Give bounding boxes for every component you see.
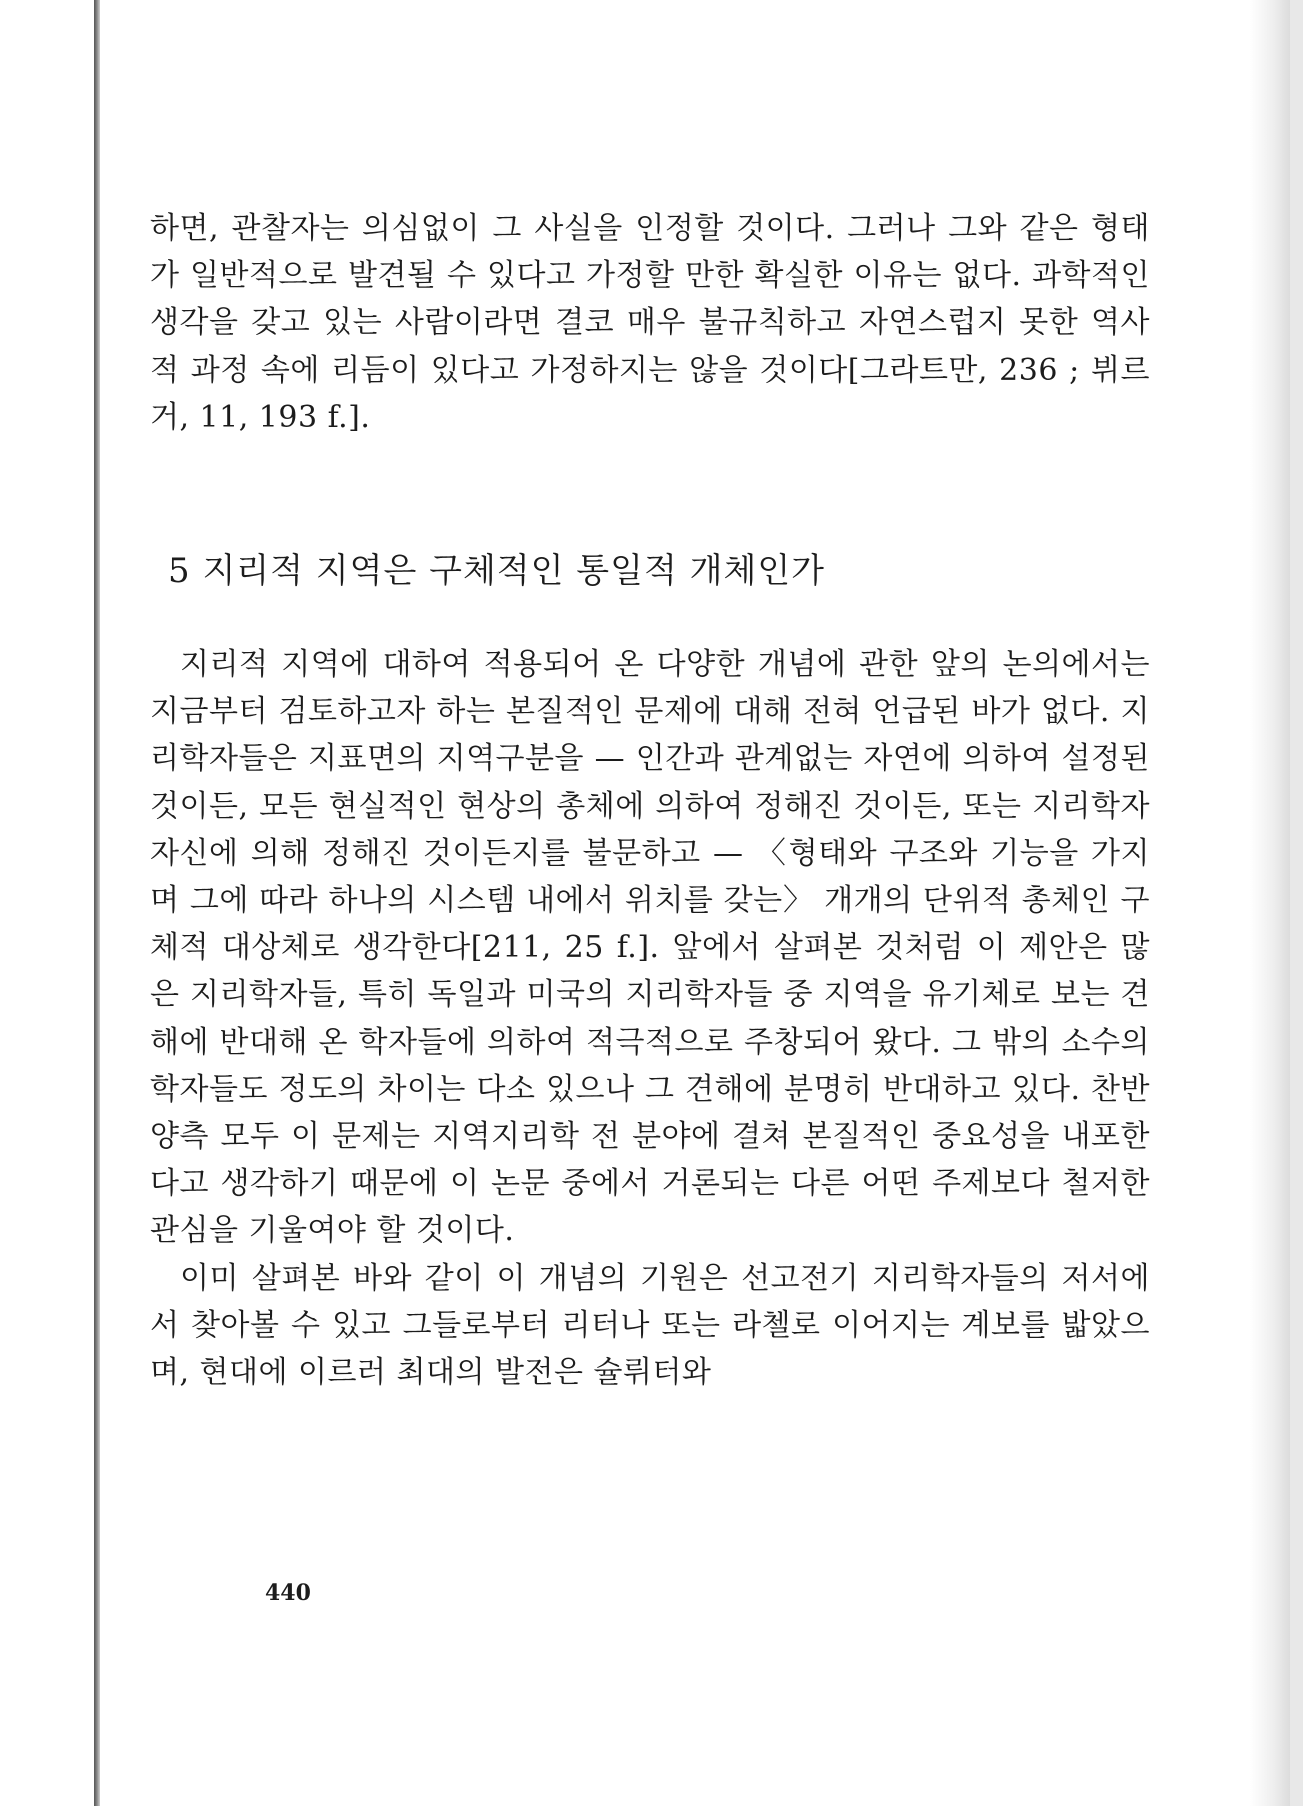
paragraph: 지리적 지역에 대하여 적용되어 온 다양한 개념에 관한 앞의 논의에서는 지금부터 검토하고자 하는 본질적인 문제에 대해 전혀 언급된 바가 없다. 지리학자들은 지표면의 지역구분을 — 인간과 관계없는 자연에 의하여 설정된 것이든, 모든 현실적인 현상의 총체에 의하여 정해진 것이든, 또는 지리학자 자신에 의해 정해진 것이든지를 불문하고 — 〈형태와 구조와 기능을 가지며 그에 따라 하나의 시스템 내에서 위치를 갖는〉 개개의 단위적 총체인 구체적 대상체로 생각한다[211, 25 f.]. 앞에서 살펴본 것처럼 이 제안은 많은 지리학자들, 특히 독일과 미국의 지리학자들 중 지역을 유기체로 보는 견해에 반대해 온 학자들에 의하여 적극적으로 주창되어 왔다. 그 밖의 소수의 학자들도 정도의 차이는 다소 있으나 그 견해에 분명히 반대하고 있다. 찬반 양측 모두 이 문제는 지역지리학 전 분야에 결쳐 본질적인 중요성을 내포한다고 생각하기 때문에 이 논문 중에서 거론되는 다른 어떤 주제보다 철저한 관심을 기울여야 할 것이다. — [150, 647, 1150, 1249]
paragraph: 이미 살펴본 바와 같이 이 개념의 기원은 선고전기 지리학자들의 저서에서 찾아볼 수 있고 그들로부터 리터나 또는 라첼로 이어지는 계보를 밟았으며, 현대에 이르러 최대의 발전은 슐뤼터와 — [150, 1260, 1150, 1391]
page-margin-left — [0, 0, 96, 1806]
page-number: 440 — [265, 1580, 311, 1606]
paragraph-continuation: 하면, 관찰자는 의심없이 그 사실을 인정할 것이다. 그러나 그와 같은 형태가 일반적으로 발견될 수 있다고 가정할 만한 확실한 이유는 없다. 과학적인 생각을 갖고 있는 사람이라면 결코 매우 불규칙하고 자연스럽지 못한 역사적 과정 속에 리듬이 있다고 가정하지는 않을 것이다[그라트만, 236 ; 뷔르거, 11, 193 f.]. — [150, 211, 1150, 435]
section-heading: 5 지리적 지역은 구체적인 통일적 개체인가 — [168, 551, 826, 592]
page-right-shade — [1250, 0, 1290, 1806]
page-content — [150, 205, 1150, 1396]
